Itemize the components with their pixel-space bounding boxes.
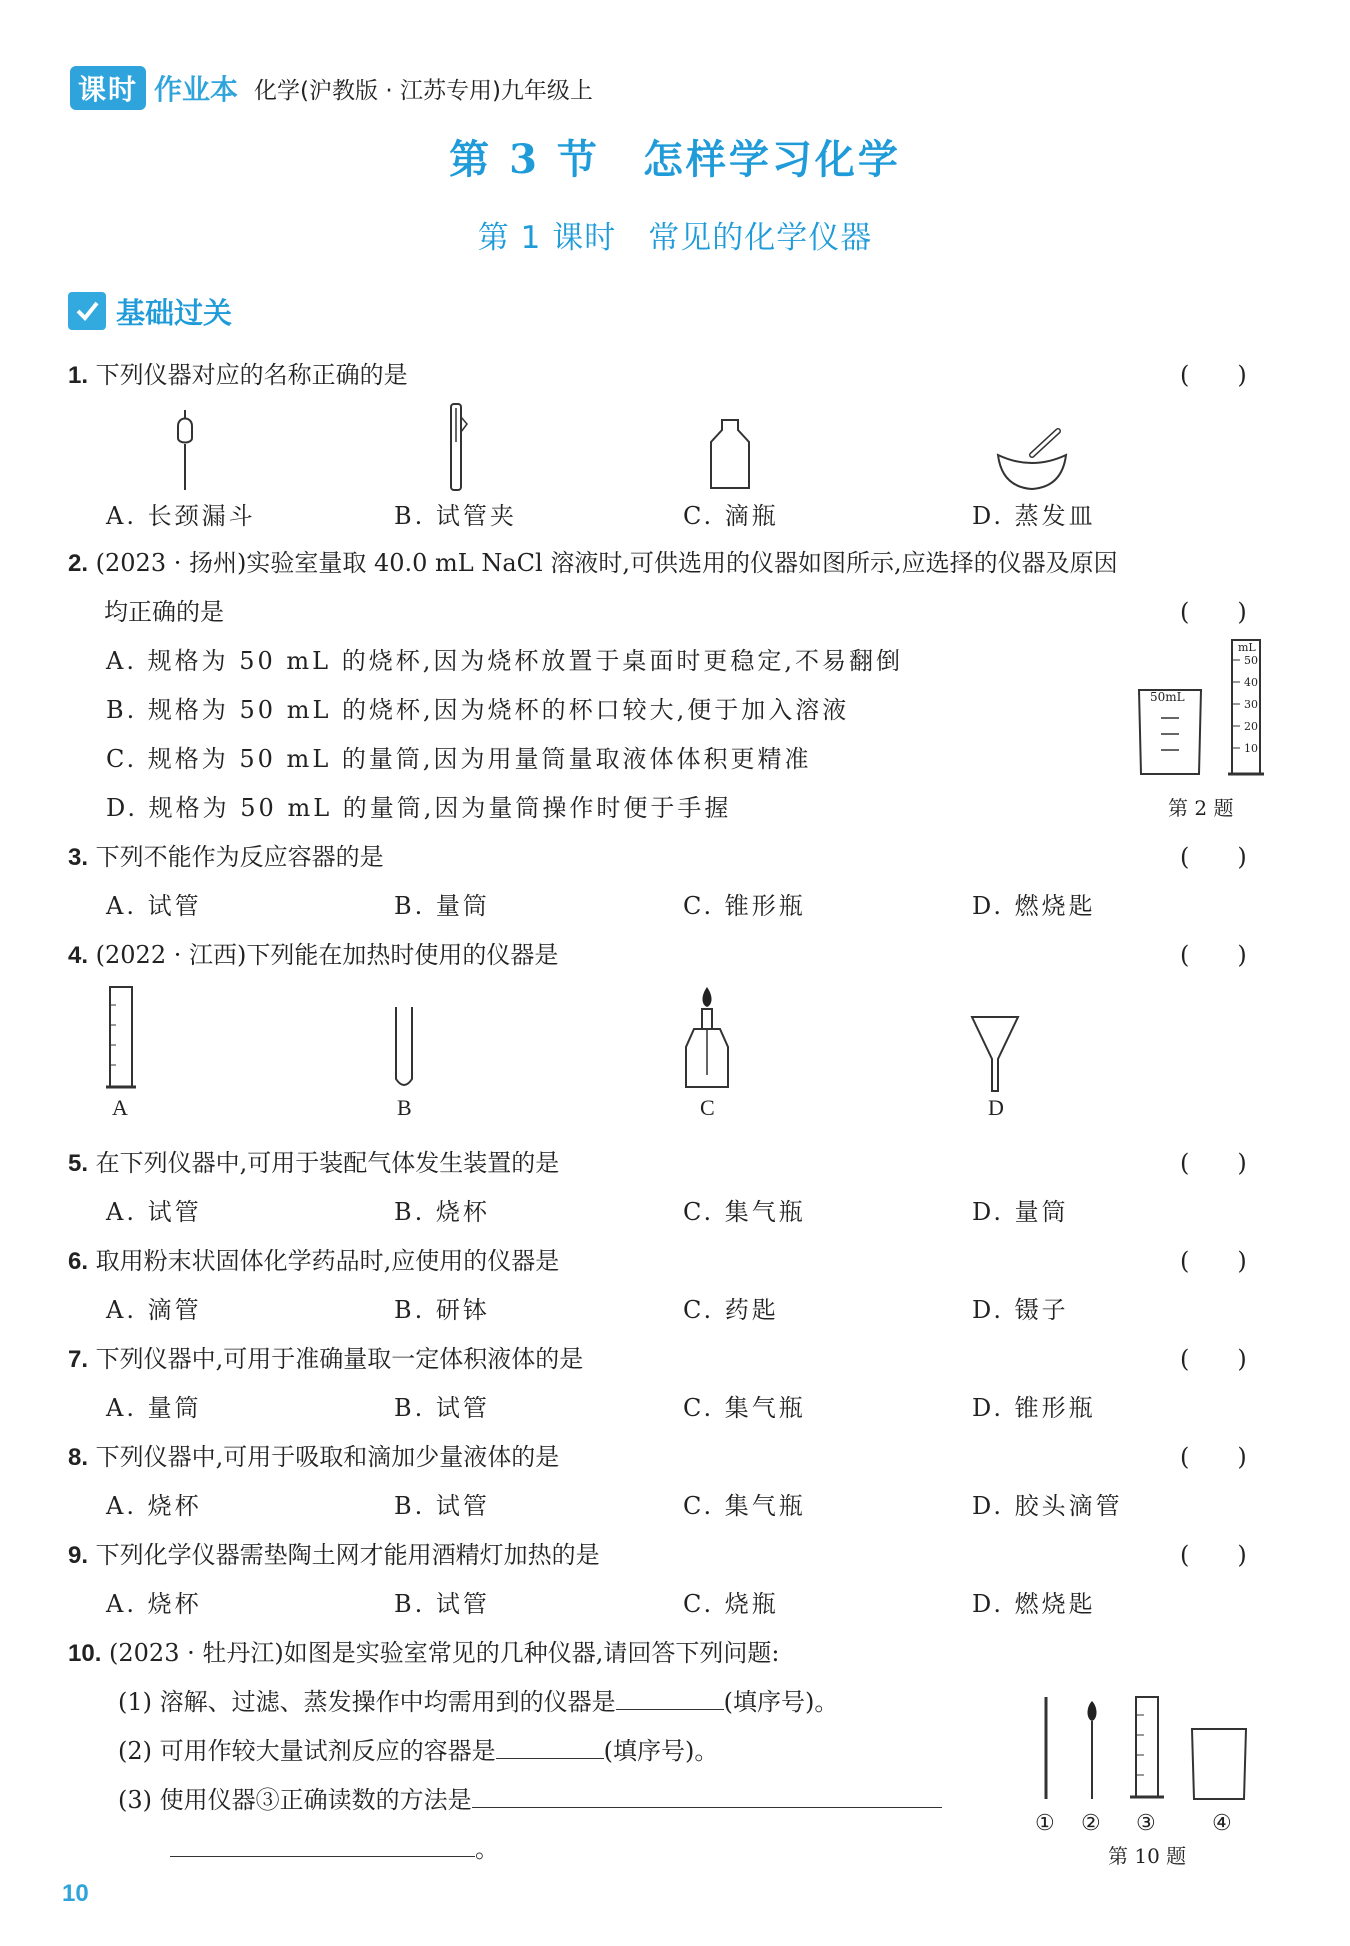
option-b[interactable]: B. 试管夹 <box>394 502 517 530</box>
question-6 <box>68 1241 559 1276</box>
figure-label-c[interactable]: C <box>700 1095 715 1120</box>
option-d[interactable]: D. 胶头滴管 <box>972 1492 1123 1520</box>
sub-question-hint: (填序号)。 <box>603 1737 719 1765</box>
banner-label: 基础过关 <box>116 295 233 330</box>
answer-bracket[interactable]: ( ) <box>1180 598 1247 626</box>
sub-question-text: (1) 溶解、过滤、蒸发操作中均需用到的仪器是 <box>118 1688 616 1716</box>
option-a[interactable]: A. 量筒 <box>106 1394 202 1422</box>
option-a[interactable]: A. 烧杯 <box>106 1492 202 1520</box>
question-number: 3. <box>68 844 89 871</box>
question-text: (2023 · 牡丹江)如图是实验室常见的几种仪器,请回答下列问题: <box>109 1639 780 1667</box>
figure-label-d[interactable]: D <box>988 1095 1004 1120</box>
option-d[interactable]: D. 锥形瓶 <box>972 1394 1096 1422</box>
brand-logo: 课时 <box>70 66 146 110</box>
figure-label-4: ④ <box>1212 1810 1232 1835</box>
option-b[interactable]: B. 试管 <box>394 1394 490 1422</box>
option-c[interactable]: C. 规格为 50 mL 的量筒,因为用量筒量取液体体积更精准 <box>106 745 812 773</box>
option-c[interactable]: C. 集气瓶 <box>683 1198 806 1226</box>
test-tube-figure <box>393 1005 415 1091</box>
page-number: 10 <box>62 1880 89 1907</box>
figure-label-1: ① <box>1035 1810 1055 1835</box>
option-b[interactable]: B. 量筒 <box>394 892 490 920</box>
option-a[interactable]: A. 烧杯 <box>106 1590 202 1618</box>
option-a[interactable]: A. 试管 <box>106 892 202 920</box>
question-3 <box>68 837 384 872</box>
sub-question-3-continued <box>170 1829 499 1864</box>
question-9 <box>68 1535 600 1570</box>
question-1 <box>68 355 408 390</box>
question-8 <box>68 1437 559 1472</box>
figure-label-2: ② <box>1081 1810 1101 1835</box>
funnel-figure <box>970 1015 1020 1093</box>
question-text-line2: 均正确的是 <box>104 598 224 626</box>
option-d[interactable]: D. 燃烧匙 <box>972 892 1096 920</box>
option-c[interactable]: C. 滴瓶 <box>683 502 779 530</box>
question-5 <box>68 1143 559 1178</box>
long-neck-funnel-figure <box>170 408 200 493</box>
graduated-cylinder-figure <box>106 985 136 1091</box>
answer-bracket[interactable]: ( ) <box>1180 1443 1247 1471</box>
question-number: 9. <box>68 1542 89 1569</box>
question-number: 2. <box>68 550 89 577</box>
option-b[interactable]: B. 烧杯 <box>394 1198 490 1226</box>
sub-question-text: (3) 使用仪器③正确读数的方法是 <box>118 1786 472 1814</box>
option-c[interactable]: C. 集气瓶 <box>683 1492 806 1520</box>
alcohol-lamp-figure <box>680 985 734 1091</box>
question-text: 下列仪器中,可用于准确量取一定体积液体的是 <box>95 1345 584 1373</box>
question-text-line1: (2023 · 扬州)实验室量取 40.0 mL NaCl 溶液时,可供选用的仪器如图所示,应选择的仪器及原因 <box>95 549 1118 577</box>
brand-name: 作业本 <box>154 73 239 106</box>
figure-caption: 第 2 题 <box>1168 796 1234 820</box>
question-7 <box>68 1339 583 1374</box>
question-text: 取用粉末状固体化学药品时,应使用的仪器是 <box>95 1247 560 1275</box>
beaker-label: 50mL <box>1150 690 1185 704</box>
sentence-end: 。 <box>475 1835 499 1863</box>
cylinder-tick-30: 30 <box>1244 698 1258 711</box>
cylinder-tick-50: 50 <box>1244 654 1258 667</box>
answer-bracket[interactable]: ( ) <box>1180 361 1247 389</box>
question-text: 下列仪器中,可用于吸取和滴加少量液体的是 <box>95 1443 560 1471</box>
option-c[interactable]: C. 集气瓶 <box>683 1394 806 1422</box>
option-b[interactable]: B. 规格为 50 mL 的烧杯,因为烧杯的杯口较大,便于加入溶液 <box>106 696 850 724</box>
option-d[interactable]: D. 规格为 50 mL 的量筒,因为量筒操作时便于手握 <box>106 794 732 822</box>
cylinder-tick-10: 10 <box>1244 742 1258 755</box>
brand-header <box>70 68 593 108</box>
question-10 <box>68 1633 779 1668</box>
option-d[interactable]: D. 燃烧匙 <box>972 1590 1096 1618</box>
instruments-figure-q10 <box>1040 1695 1260 1805</box>
answer-bracket[interactable]: ( ) <box>1180 1345 1247 1373</box>
lesson-title: 第 1 课时 常见的化学仪器 <box>477 220 873 256</box>
option-c[interactable]: C. 烧瓶 <box>683 1590 779 1618</box>
answer-blank-2[interactable] <box>496 1732 604 1759</box>
question-text: 下列化学仪器需垫陶土网才能用酒精灯加热的是 <box>95 1541 600 1569</box>
answer-bracket[interactable]: ( ) <box>1180 843 1247 871</box>
option-c[interactable]: C. 药匙 <box>683 1296 779 1324</box>
question-4 <box>68 935 558 970</box>
option-d[interactable]: D. 镊子 <box>972 1296 1069 1324</box>
option-b[interactable]: B. 研钵 <box>394 1296 490 1324</box>
sub-question-text: (2) 可用作较大量试剂反应的容器是 <box>118 1737 496 1765</box>
mortar-pestle-figure <box>992 425 1072 493</box>
question-number: 5. <box>68 1150 89 1177</box>
figure-label-b[interactable]: B <box>397 1095 412 1120</box>
answer-bracket[interactable]: ( ) <box>1180 1247 1247 1275</box>
subject-label: 化学(沪教版 · 江苏专用)九年级上 <box>254 77 593 104</box>
question-number: 10. <box>68 1640 102 1667</box>
answer-blank-3[interactable] <box>472 1781 942 1808</box>
question-text: 下列仪器对应的名称正确的是 <box>95 361 408 389</box>
option-a[interactable]: A. 滴管 <box>106 1296 202 1324</box>
question-number: 7. <box>68 1346 89 1373</box>
option-a[interactable]: A. 长颈漏斗 <box>106 502 256 530</box>
sub-question-2 <box>118 1731 718 1766</box>
checkbox-icon <box>68 292 106 330</box>
question-text: 在下列仪器中,可用于装配气体发生装置的是 <box>95 1149 560 1177</box>
test-tube-holder-figure <box>445 402 471 492</box>
answer-bracket[interactable]: ( ) <box>1180 941 1247 969</box>
question-number: 4. <box>68 942 89 969</box>
answer-bracket[interactable]: ( ) <box>1180 1149 1247 1177</box>
question-2 <box>68 543 1118 578</box>
question-number: 6. <box>68 1248 89 1275</box>
cylinder-unit: mL <box>1238 641 1256 654</box>
sub-question-1 <box>118 1682 838 1717</box>
answer-bracket[interactable]: ( ) <box>1180 1541 1247 1569</box>
cylinder-tick-40: 40 <box>1244 676 1258 689</box>
option-b[interactable]: B. 试管 <box>394 1590 490 1618</box>
section-banner <box>68 290 232 332</box>
question-text: (2022 · 江西)下列能在加热时使用的仪器是 <box>95 941 559 969</box>
section-title: 第 3 节 怎样学习化学 <box>449 136 901 183</box>
figure-label-a[interactable]: A <box>112 1095 128 1120</box>
question-text: 下列不能作为反应容器的是 <box>95 843 384 871</box>
option-b[interactable]: B. 试管 <box>394 1492 490 1520</box>
reagent-bottle-figure <box>705 418 755 490</box>
answer-blank-1[interactable] <box>616 1683 724 1710</box>
figure-caption: 第 10 题 <box>1108 1844 1187 1868</box>
question-number: 1. <box>68 362 89 389</box>
option-a[interactable]: A. 试管 <box>106 1198 202 1226</box>
option-c[interactable]: C. 锥形瓶 <box>683 892 806 920</box>
option-d[interactable]: D. 量筒 <box>972 1198 1069 1226</box>
sub-question-3 <box>118 1780 942 1815</box>
answer-blank-3b[interactable] <box>170 1830 475 1857</box>
option-d[interactable]: D. 蒸发皿 <box>972 502 1096 530</box>
figure-label-3: ③ <box>1136 1810 1156 1835</box>
option-a[interactable]: A. 规格为 50 mL 的烧杯,因为烧杯放置于桌面时更稳定,不易翻倒 <box>106 647 903 675</box>
cylinder-tick-20: 20 <box>1244 720 1258 733</box>
sub-question-hint: (填序号)。 <box>723 1688 839 1716</box>
question-number: 8. <box>68 1444 89 1471</box>
